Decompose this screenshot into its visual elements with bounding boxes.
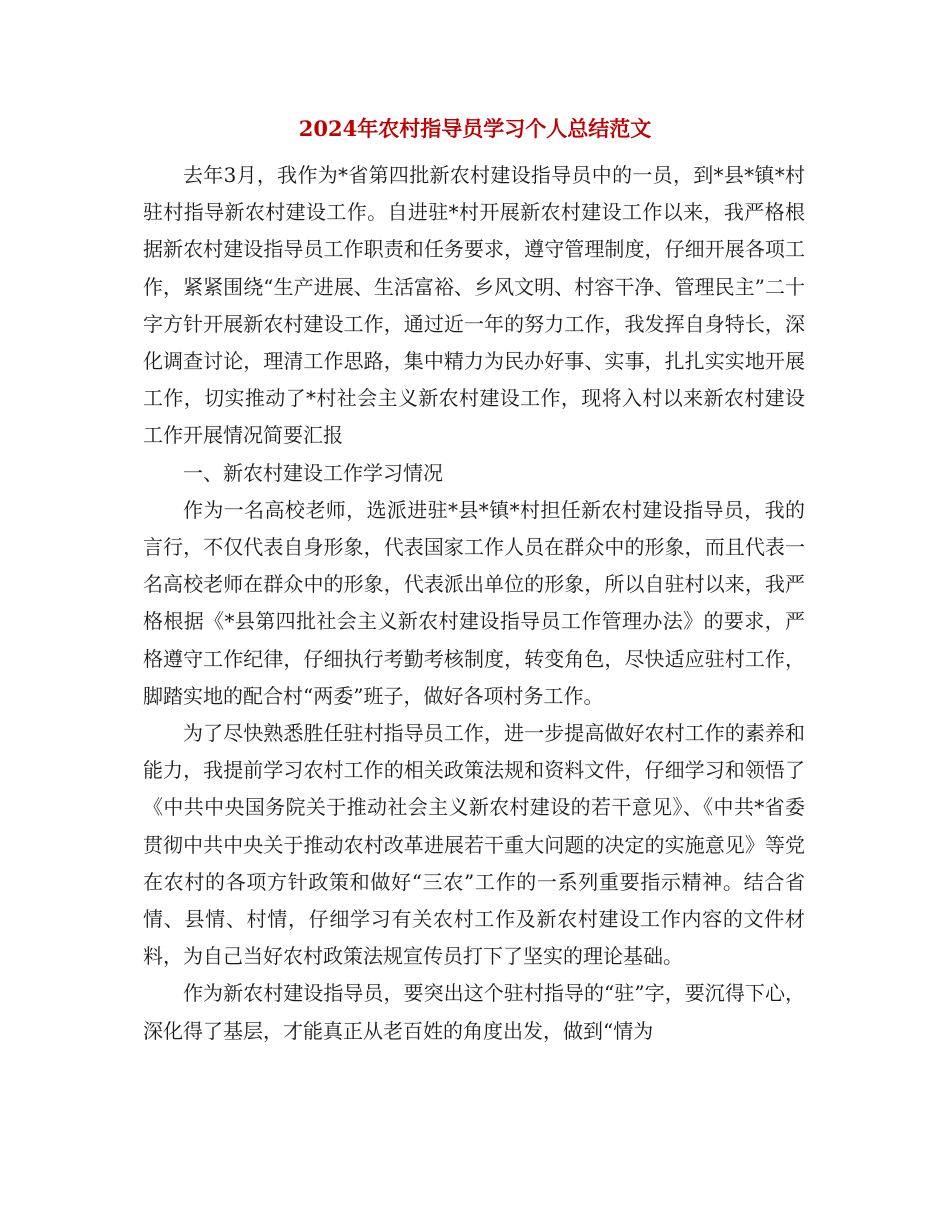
paragraph: 作为新农村建设指导员，要突出这个驻村指导的“驻”字，要沉得下心，深化得了基层，才能真正从老百姓的角度出发，做到“情为 [143, 981, 805, 1043]
paragraph: 去年3月，我作为*省第四批新农村建设指导员中的一员，到*县*镇*村驻村指导新农村建设工作。自进驻*村开展新农村建设工作以来，我严格根据新农村建设指导员工作职责和任务要求，遵守管理制度，仔细开展各项工作，紧紧围绕“生产进展、生活富裕、乡风文明、村容干净、管理民主”二十字方针开展新农村建设工作，通过近一年的努力工作，我发挥自身特长，深化调查讨论，理清工作思路，集中精力为民办好事、实事，扎扎实实地开展工作，切实推动了*村社会主义新农村建设工作，现将入村以来新农村建设工作开展情况简要汇报 [143, 163, 805, 448]
document-title: 2024年农村指导员学习个人总结范文 [298, 116, 652, 141]
document-body [143, 157, 805, 1050]
paragraph: 作为一名高校老师，选派进驻*县*镇*村担任新农村建设指导员，我的言行，不仅代表自身形象，代表国家工作人员在群众中的形象，而且代表一名高校老师在群众中的形象，代表派出单位的形象，所以自驻村以来，我严格根据《*县第四批社会主义新农村建设指导员工作管理办法》的要求，严格遵守工作纪律，仔细执行考勤考核制度，转变角色，尽快适应驻村工作，脚踏实地的配合村“两委”班子，做好各项村务工作。 [143, 497, 805, 708]
section-heading: 一、新农村建设工作学习情况 [183, 460, 443, 485]
paragraph: 为了尽快熟悉胜任驻村指导员工作，进一步提高做好农村工作的素养和能力，我提前学习农村工作的相关政策法规和资料文件，仔细学习和领悟了《中共中央国务院关于推动社会主义新农村建设的若干意见》、《中共*省委贯彻中共中央关于推动农村改革进展若干重大问题的决定的实施意见》等党在农村的各项方针政策和做好“三农”工作的一系列重要指示精神。结合省情、县情、村情，仔细学习有关农村工作及新农村建设工作内容的文件材料，为自己当好农村政策法规宣传员打下了坚实的理论基础。 [143, 721, 805, 969]
